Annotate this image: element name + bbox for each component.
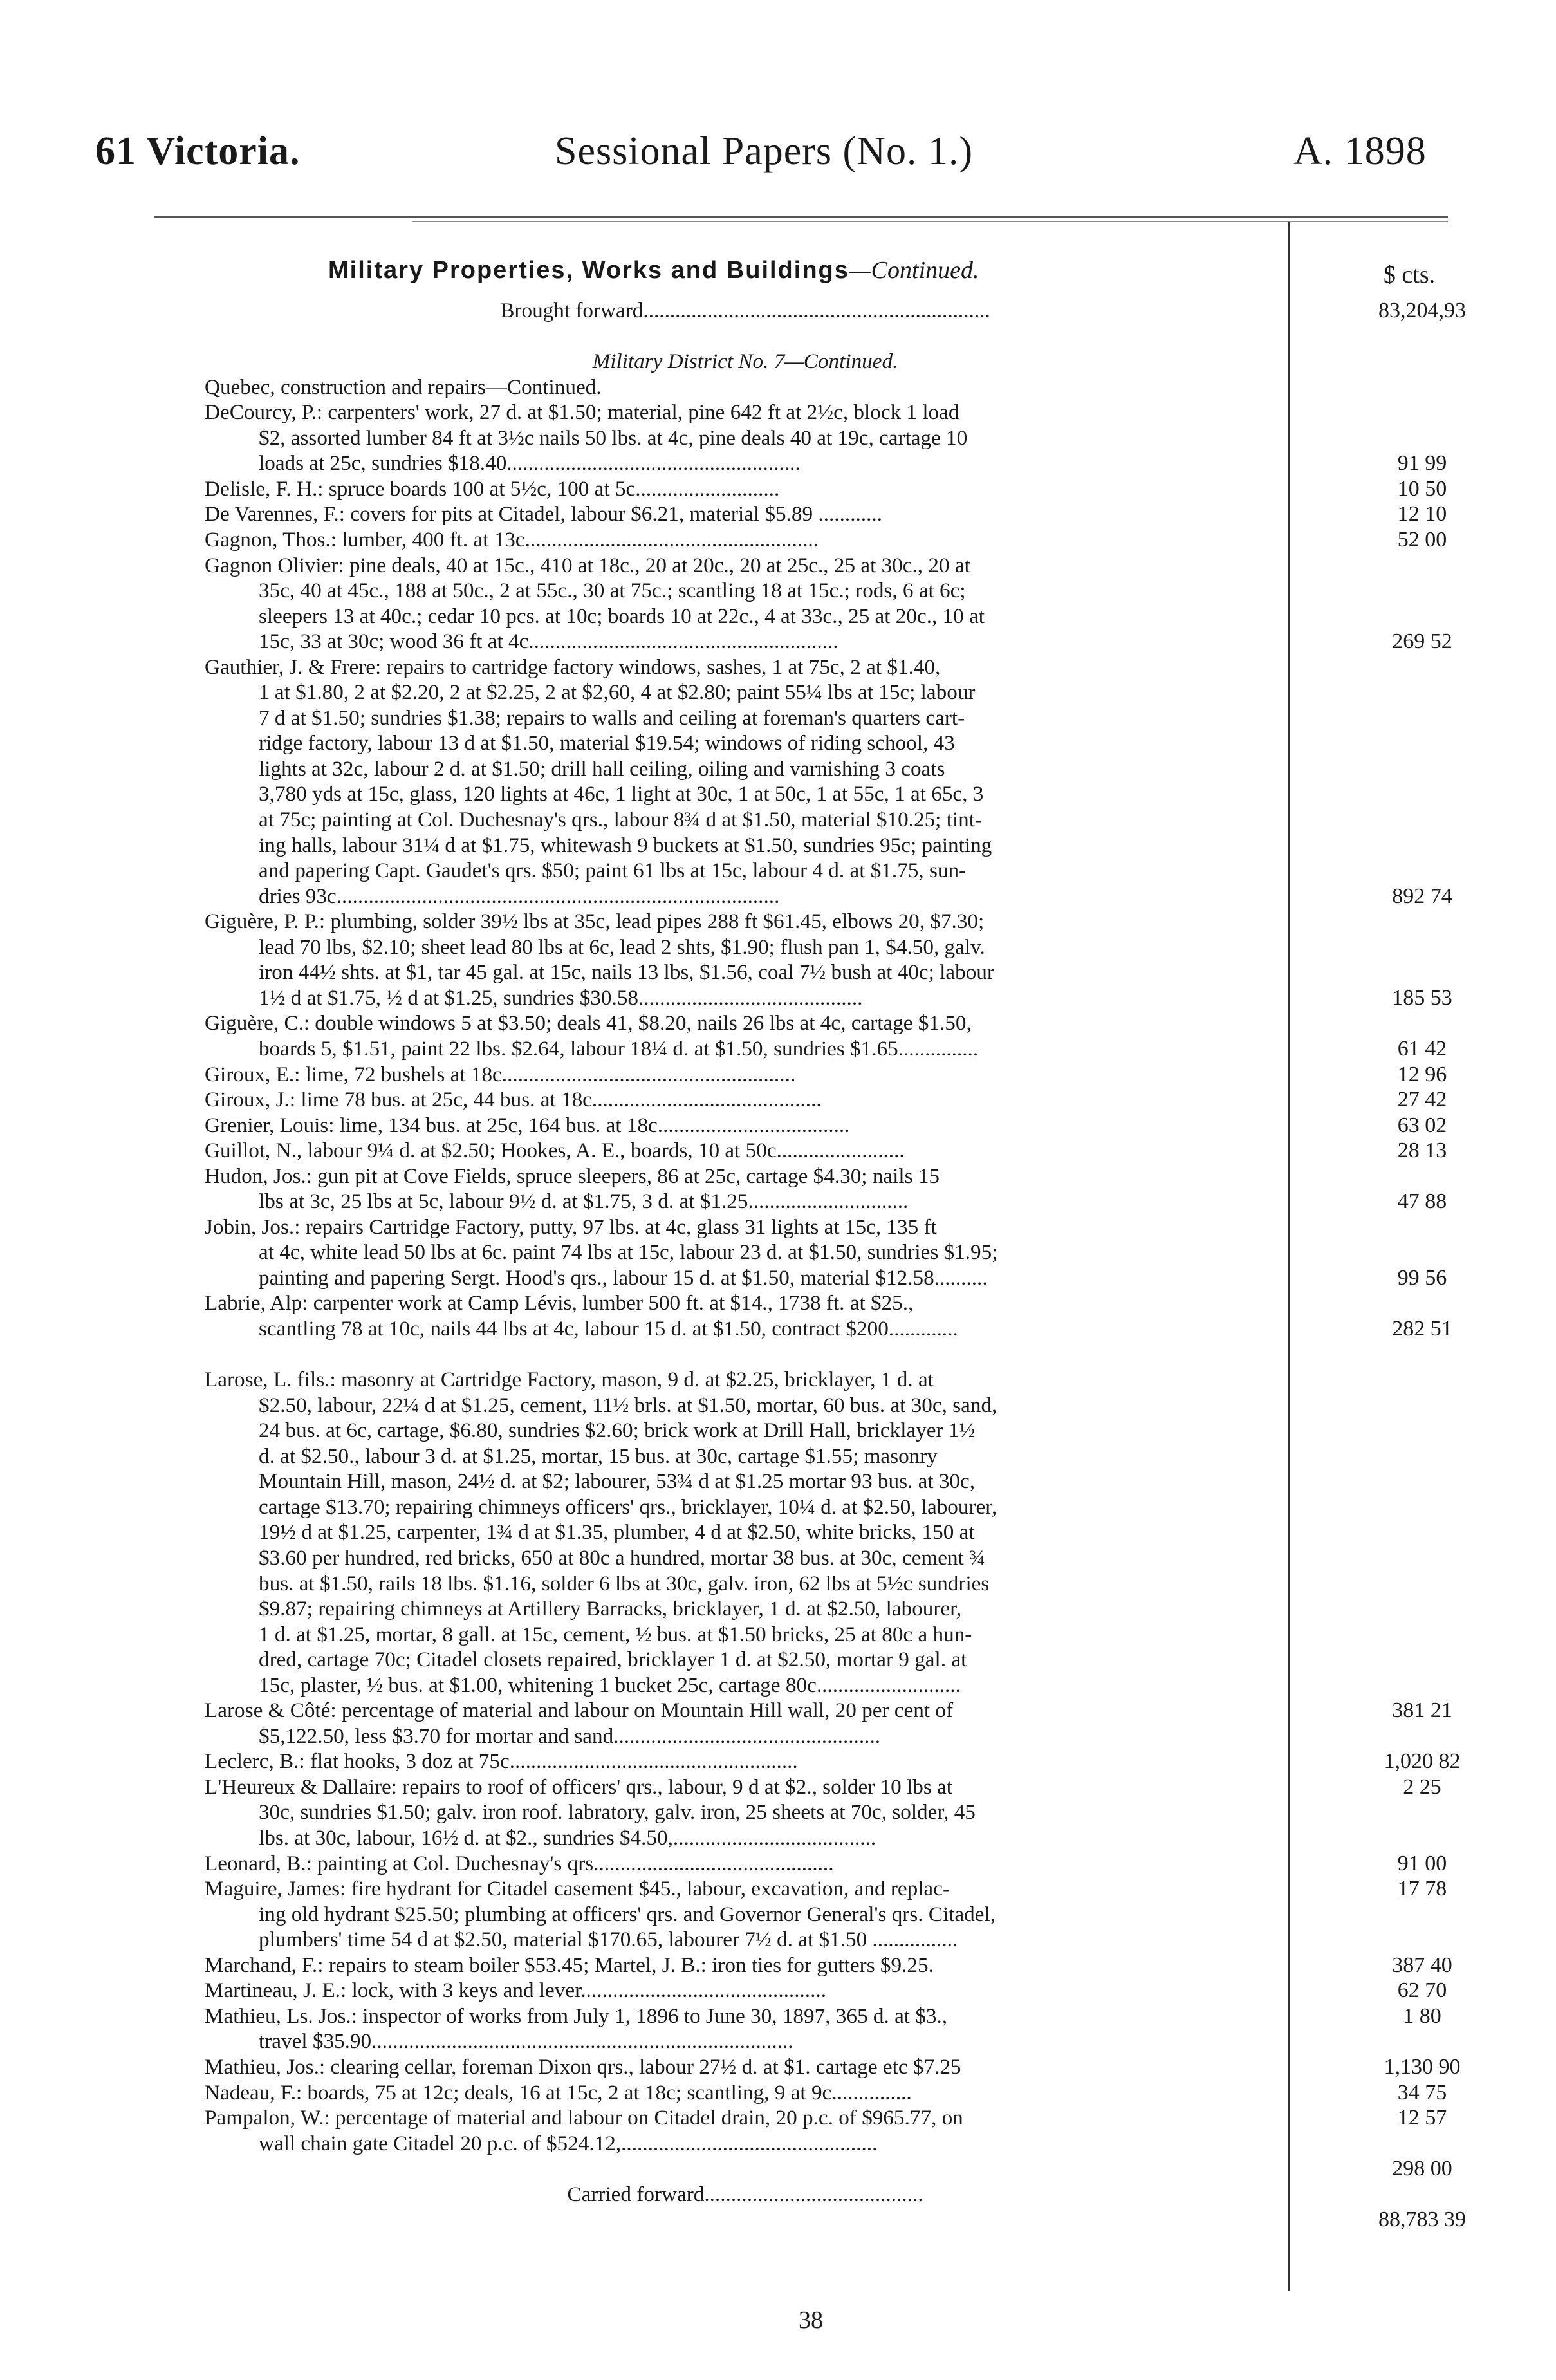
ledger-line: $2.50, labour, 22¼ d at $1.25, cement, 11½ brls. at $1.50, mortar, 60 bus. at 30c, sand, <box>259 1393 997 1417</box>
amount-value: 1,020 82 <box>1384 1749 1461 1773</box>
amount-value: 27 42 <box>1397 1088 1447 1111</box>
ledger-line: $2, assorted lumber 84 ft at 3½c nails 50 lbs. at 4c, pine deals 40 at 19c, cartage 10 <box>259 426 968 450</box>
ledger-line: De Varennes, F.: covers for pits at Citadel, labour $6.21, material $5.89 ............ <box>205 502 882 526</box>
page-number: 38 <box>799 2307 823 2334</box>
header-year: A. 1898 <box>1293 129 1427 173</box>
ledger-line: at 75c; painting at Col. Duchesnay's qrs., labour 8¾ d at $1.50, material $10.25; tint- <box>259 808 982 832</box>
amount-value: 269 52 <box>1392 629 1452 653</box>
ledger-line: ing halls, labour 31¼ d at $1.75, whitewash 9 buckets at $1.50, sundries 95c; painting <box>259 833 992 857</box>
amount-value: 1 80 <box>1403 2004 1441 2028</box>
ledger-line: 15c, plaster, ½ bus. at $1.00, whitening 1 bucket 25c, cartage 80c........................... <box>259 1673 961 1697</box>
amount-value: 91 99 <box>1397 451 1447 475</box>
ledger-line: Giguère, C.: double windows 5 at $3.50; deals 41, $8.20, nails 26 lbs at 4c, cartage $1.50, <box>205 1011 972 1035</box>
ledger-line: 24 bus. at 6c, cartage, $6.80, sundries $2.60; brick work at Drill Hall, bricklayer 1½ <box>259 1418 976 1442</box>
ledger-line: ing old hydrant $25.50; plumbing at officers' qrs. and Governor General's qrs. Citadel, <box>259 1902 996 1926</box>
amount-value: 12 96 <box>1397 1063 1447 1086</box>
ledger-line: Martineau, J. E.: lock, with 3 keys and lever.............................................. <box>205 1978 826 2002</box>
ledger-line: $5,122.50, less $3.70 for mortar and sand.................................................. <box>259 1724 881 1748</box>
amount-value: 12 10 <box>1397 502 1447 526</box>
amount-value: 10 50 <box>1397 477 1447 501</box>
amount-value: 185 53 <box>1392 986 1452 1010</box>
ledger-line: Delisle, F. H.: spruce boards 100 at 5½c, 100 at 5c........................... <box>205 477 780 501</box>
ledger-line: lights at 32c, labour 2 d. at $1.50; drill hall ceiling, oiling and varnishing 3 coats <box>259 757 945 781</box>
ledger-line: Marchand, F.: repairs to steam boiler $53.45; Martel, J. B.: iron ties for gutters $9.25. <box>205 1953 934 1977</box>
amount-value: 91 00 <box>1397 1852 1447 1875</box>
ledger-line: Leclerc, B.: flat hooks, 3 doz at 75c...................................................... <box>205 1749 798 1773</box>
ledger-line: 15c, 33 at 30c; wood 36 ft at 4c.......................................................... <box>259 629 838 653</box>
ledger-line: Giroux, J.: lime 78 bus. at 25c, 44 bus. at 18c........................................... <box>205 1088 822 1111</box>
ledger-line: Quebec, construction and repairs—Continued. <box>205 375 602 399</box>
ledger-line: and papering Capt. Gaudet's qrs. $50; paint 61 lbs at 15c, labour 4 d. at $1.75, sun- <box>259 859 967 882</box>
ledger-line: wall chain gate Citadel 20 p.c. of $524.12,................................................ <box>259 2132 878 2155</box>
ledger-line: Labrie, Alp: carpenter work at Camp Lévis, lumber 500 ft. at $14., 1738 ft. at $25., <box>205 1291 914 1315</box>
ledger-line: Larose & Côté: percentage of material and labour on Mountain Hill wall, 20 per cent of <box>205 1698 954 1722</box>
amount-value: 28 13 <box>1397 1139 1447 1162</box>
currency-column-header: $ cts. <box>1383 261 1436 288</box>
ledger-line: dred, cartage 70c; Citadel closets repaired, bricklayer 1 d. at $2.50, mortar 9 gal. at <box>259 1648 967 1671</box>
header-title: Sessional Papers (No. 1.) <box>555 129 974 173</box>
amount-value: 83,204,93 <box>1378 299 1466 322</box>
ledger-line: Mathieu, Ls. Jos.: inspector of works from July 1, 1896 to June 30, 1897, 365 d. at $3., <box>205 2004 948 2028</box>
amount-value: 282 51 <box>1392 1317 1452 1341</box>
ledger-line: Mountain Hill, mason, 24½ d. at $2; labourer, 53¾ d at $1.25 mortar 93 bus. at 30c, <box>259 1469 976 1493</box>
amount-value: 61 42 <box>1397 1037 1447 1061</box>
ledger-line: painting and papering Sergt. Hood's qrs., labour 15 d. at $1.50, material $12.58.......... <box>259 1266 988 1290</box>
ledger-line: sleepers 13 at 40c.; cedar 10 pcs. at 10c; boards 10 at 22c., 4 at 33c., 25 at 20c., 10 at <box>259 604 985 628</box>
amount-value: 387 40 <box>1392 1953 1452 1977</box>
ledger-line: Giroux, E.: lime, 72 bushels at 18c....................................................... <box>205 1063 796 1086</box>
ledger-line: Hudon, Jos.: gun pit at Cove Fields, spruce sleepers, 86 at 25c, cartage $4.30; nails 15 <box>205 1164 940 1188</box>
amount-value: 892 74 <box>1392 884 1452 908</box>
amount-value: 298 00 <box>1392 2157 1452 2180</box>
amount-value: 62 70 <box>1397 1978 1447 2002</box>
amount-value: 34 75 <box>1397 2081 1447 2105</box>
ledger-line: 1 d. at $1.25, mortar, 8 gall. at 15c, cement, ½ bus. at $1.50 bricks, 25 at 80c a hun- <box>259 1622 972 1646</box>
ledger-line: Nadeau, F.: boards, 75 at 12c; deals, 16 at 15c, 2 at 18c; scantling, 9 at 9c............... <box>205 2081 912 2105</box>
amount-value: 99 56 <box>1397 1266 1447 1290</box>
amount-value: 47 88 <box>1397 1189 1447 1213</box>
ledger-line: Grenier, Louis: lime, 134 bus. at 25c, 164 bus. at 18c.................................... <box>205 1113 850 1137</box>
section-title <box>328 256 979 284</box>
amount-value: 2 25 <box>1403 1775 1441 1799</box>
ledger-line: 35c, 40 at 45c., 188 at 50c., 2 at 55c., 30 at 75c.; scantling 18 at 15c.; rods, 6 at 6c; <box>259 579 966 602</box>
ledger-line: iron 44½ shts. at $1, tar 45 gal. at 15c, nails 13 lbs, $1.56, coal 7½ bush at 40c; labour <box>259 960 994 984</box>
ledger-line: bus. at $1.50, rails 18 lbs. $1.16, solder 6 lbs at 30c, galv. iron, 62 lbs at 5½c sundries <box>259 1572 990 1595</box>
ledger-line: 1½ d at $1.75, ½ d at $1.25, sundries $30.58.......................................... <box>259 986 863 1010</box>
ledger-line: boards 5, $1.51, paint 22 lbs. $2.64, labour 18¼ d. at $1.50, sundries $1.65............... <box>259 1037 979 1061</box>
ledger-line: lbs. at 30c, labour, 16½ d. at $2., sundries $4.50,...................................... <box>259 1826 876 1850</box>
ledger-line: Guillot, N., labour 9¼ d. at $2.50; Hookes, A. E., boards, 10 at 50c........................ <box>205 1139 905 1162</box>
ledger-line: travel $35.90............................................................................... <box>259 2029 793 2053</box>
section-title-main: Military Properties, Works and Buildings <box>328 257 849 284</box>
amount-column-rule <box>1288 222 1290 2291</box>
ledger-line: Mathieu, Jos.: clearing cellar, foreman Dixon qrs., labour 27½ d. at $1. cartage etc $7.25 <box>205 2055 961 2079</box>
ledger-line: L'Heureux & Dallaire: repairs to roof of officers' qrs., labour, 9 d at $2., solder 10 lbs at <box>205 1775 953 1799</box>
ledger-line: Pampalon, W.: percentage of material and labour on Citadel drain, 20 p.c. of $965.77, on <box>205 2106 963 2130</box>
amount-value: 63 02 <box>1397 1113 1447 1137</box>
ledger-line: 7 d at $1.50; sundries $1.38; repairs to walls and ceiling at foreman's quarters cart- <box>259 706 965 730</box>
ledger-line: Maguire, James: fire hydrant for Citadel casement $45., labour, excavation, and replac- <box>205 1877 950 1901</box>
ledger-line: lead 70 lbs, $2.10; sheet lead 80 lbs at 6c, lead 2 shts, $1.90; flush pan 1, $4.50, galv. <box>259 935 985 959</box>
ledger-line: Gauthier, J. & Frere: repairs to cartridge factory windows, sashes, 1 at 75c, 2 at $1.40, <box>205 655 941 679</box>
ledger-line <box>205 349 1286 375</box>
ledger-line: $9.87; repairing chimneys at Artillery Barracks, bricklayer, 1 d. at $2.50, labourer, <box>259 1597 962 1621</box>
header-rule-secondary <box>412 221 1448 222</box>
amount-value: 381 21 <box>1392 1698 1452 1722</box>
ledger-line: 3,780 yds at 15c, glass, 120 lights at 46c, 1 light at 30c, 1 at 50c, 1 at 55c, 1 at 65c, 3 <box>259 782 984 806</box>
ledger-line: Larose, L. fils.: masonry at Cartridge Factory, mason, 9 d. at $2.25, bricklayer, 1 d. at <box>205 1368 934 1391</box>
amount-value: 52 00 <box>1397 528 1447 552</box>
amount-value: 1,130 90 <box>1384 2055 1461 2079</box>
ledger-line: 1 at $1.80, 2 at $2.20, 2 at $2.25, 2 at $2,60, 4 at $2.80; paint 55¼ lbs at 15c; labour <box>259 680 976 704</box>
ledger-line: at 4c, white lead 50 lbs at 6c. paint 74 lbs at 15c, labour 23 d. at $1.50, sundries $1.95; <box>259 1240 998 1264</box>
ledger-line: dries 93c................................................................................... <box>259 884 780 908</box>
amount-value: 12 57 <box>1397 2106 1447 2130</box>
ledger-line: ridge factory, labour 13 d at $1.50, material $19.54; windows of riding school, 43 <box>259 731 955 755</box>
ledger-line: Leonard, B.: painting at Col. Duchesnay's qrs............................................. <box>205 1852 834 1875</box>
ledger-line: Giguère, P. P.: plumbing, solder 39½ lbs at 35c, lead pipes 288 ft $61.45, elbows 20, $7.30; <box>205 909 985 933</box>
ledger-line: 30c, sundries $1.50; galv. iron roof. labratory, galv. iron, 25 sheets at 70c, solder, 45 <box>259 1800 976 1824</box>
ledger-line: Gagnon, Thos.: lumber, 400 ft. at 13c....................................................... <box>205 528 819 552</box>
ledger-line: Jobin, Jos.: repairs Cartridge Factory, putty, 97 lbs. at 4c, glass 31 lights at 15c, 135 ft <box>205 1215 937 1239</box>
ledger-line: Brought forward................................................................. <box>500 299 990 322</box>
amount-value: 17 78 <box>1397 1877 1447 1901</box>
ledger-line: DeCourcy, P.: carpenters' work, 27 d. at $1.50; material, pine 642 ft at 2½c, block 1 load <box>205 400 959 424</box>
ledger-line: loads at 25c, sundries $18.40....................................................... <box>259 451 801 475</box>
header-rule <box>154 216 1448 218</box>
ledger-line: Carried forward......................................... <box>567 2182 923 2206</box>
ledger-line: cartage $13.70; repairing chimneys officers' qrs., bricklayer, 10¼ d. at $2.50, labourer, <box>259 1495 997 1519</box>
district-subheading: Military District No. 7—Continued. <box>592 349 898 373</box>
ledger-line: scantling 78 at 10c, nails 44 lbs at 4c, labour 15 d. at $1.50, contract $200............. <box>259 1317 958 1341</box>
ledger-line: 19½ d at $1.25, carpenter, 1¾ d at $1.35, plumber, 4 d at $2.50, white bricks, 150 at <box>259 1520 975 1544</box>
header-volume: 61 Victoria. <box>95 129 301 173</box>
section-title-continued: —Continued. <box>849 257 979 284</box>
ledger-line: plumbers' time 54 d at $2.50, material $170.65, labourer 7½ d. at $1.50 ................ <box>259 1928 958 1951</box>
ledger-line: Gagnon Olivier: pine deals, 40 at 15c., 410 at 18c., 20 at 20c., 20 at 25c., 25 at 30c., 20 at <box>205 553 970 577</box>
ledger-line: lbs at 3c, 25 lbs at 5c, labour 9½ d. at $1.75, 3 d. at $1.25.............................. <box>259 1189 909 1213</box>
ledger-line: $3.60 per hundred, red bricks, 650 at 80c a hundred, mortar 38 bus. at 30c, cement ¾ <box>259 1546 985 1570</box>
ledger-line: d. at $2.50., labour 3 d. at $1.25, mortar, 15 bus. at 30c, cartage $1.55; masonry <box>259 1444 938 1468</box>
amount-value: 88,783 39 <box>1378 2208 1466 2231</box>
